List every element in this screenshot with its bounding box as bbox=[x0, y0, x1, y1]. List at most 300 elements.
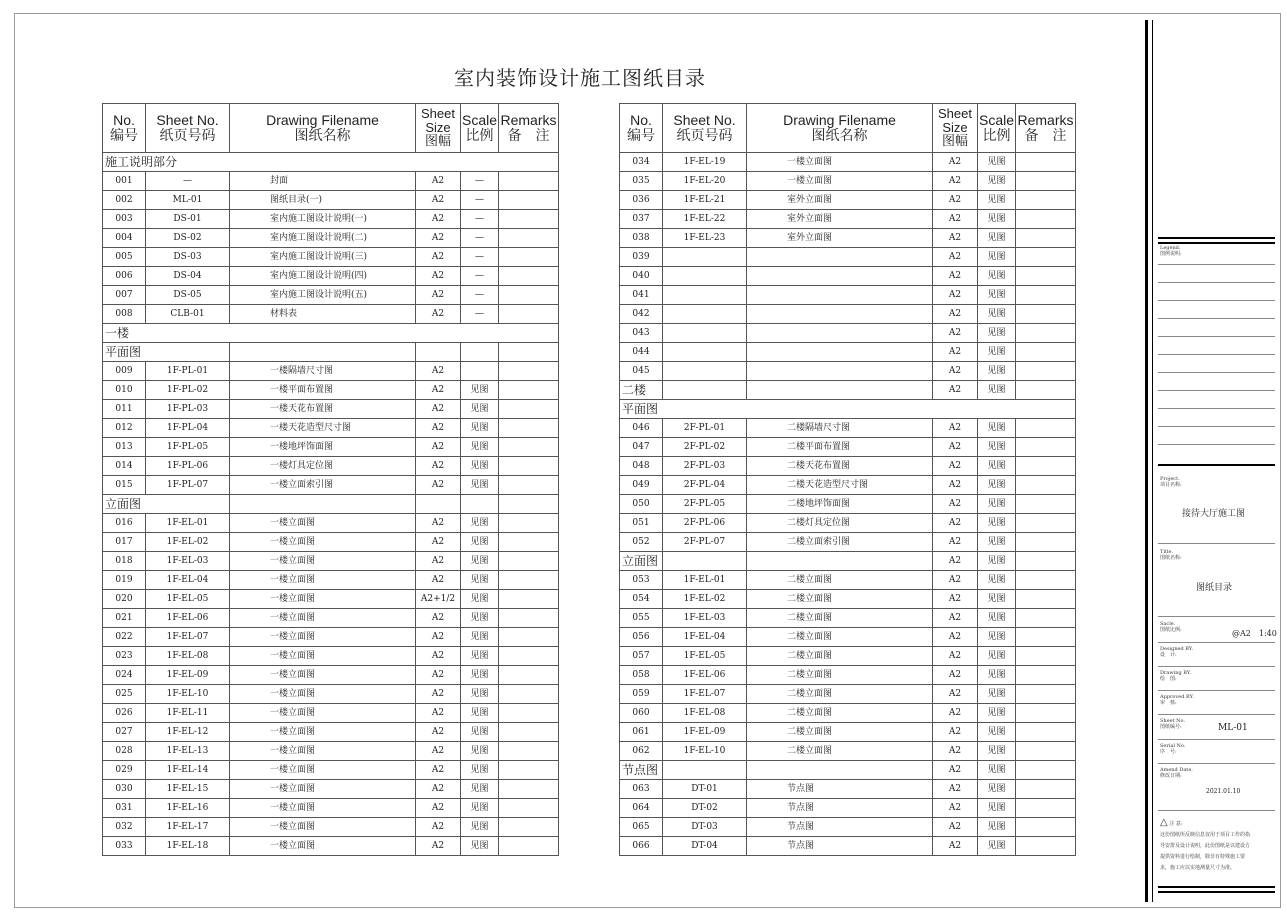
remarks-cell bbox=[1016, 552, 1076, 571]
section-row bbox=[103, 324, 559, 343]
filename-cell: 二楼立面图 bbox=[747, 685, 933, 704]
table-row bbox=[620, 248, 1076, 267]
sheet-size-cell: A2 bbox=[933, 476, 978, 495]
sheet-no-cell: DS-01 bbox=[146, 210, 230, 229]
no-cell: 011 bbox=[103, 400, 146, 419]
filename-cell: 一楼立面图 bbox=[230, 685, 416, 704]
scale-cell: 见图 bbox=[978, 419, 1016, 438]
remarks-cell bbox=[499, 229, 559, 248]
sheet-no-cell: 2F-PL-01 bbox=[663, 419, 747, 438]
filename-cell: 室内施工图设计说明(一) bbox=[230, 210, 416, 229]
remarks-cell bbox=[499, 609, 559, 628]
filename-cell: 一楼平面布置图 bbox=[230, 381, 416, 400]
table-row bbox=[620, 438, 1076, 457]
scale-cell: 见图 bbox=[978, 362, 1016, 381]
sheet-no-cell: 1F-PL-07 bbox=[146, 476, 230, 495]
no-cell: 035 bbox=[620, 172, 663, 191]
section-heading: 施工说明部分 bbox=[103, 153, 559, 172]
remarks-cell bbox=[1016, 248, 1076, 267]
no-cell: 055 bbox=[620, 609, 663, 628]
filename-cell: 一楼立面图 bbox=[230, 628, 416, 647]
empty-cell bbox=[230, 495, 416, 514]
remarks-cell bbox=[1016, 362, 1076, 381]
no-cell: 005 bbox=[103, 248, 146, 267]
filename-cell: 一楼立面图 bbox=[230, 514, 416, 533]
sheet-no-cell: 1F-EL-18 bbox=[146, 837, 230, 856]
page-title: 室内装饰设计施工图纸目录 bbox=[454, 66, 706, 90]
table-row bbox=[103, 419, 559, 438]
no-cell: 027 bbox=[103, 723, 146, 742]
sheet-no-cell: 1F-EL-10 bbox=[146, 685, 230, 704]
sheet-no-cell: 1F-PL-02 bbox=[146, 381, 230, 400]
no-cell: 038 bbox=[620, 229, 663, 248]
filename-cell bbox=[747, 305, 933, 324]
sheet-size-cell: A2 bbox=[416, 514, 461, 533]
sheet-size-cell: A2 bbox=[416, 552, 461, 571]
sheet-size-cell: A2 bbox=[416, 229, 461, 248]
sheet-size-cell: A2 bbox=[933, 837, 978, 856]
no-cell: 066 bbox=[620, 837, 663, 856]
table-row bbox=[103, 571, 559, 590]
sheet-no-cell: 1F-EL-10 bbox=[663, 742, 747, 761]
sheet-size-cell: A2 bbox=[933, 229, 978, 248]
sheet-no-cell: 2F-PL-04 bbox=[663, 476, 747, 495]
no-cell: 030 bbox=[103, 780, 146, 799]
sheet-size-cell: A2 bbox=[416, 476, 461, 495]
remarks-cell bbox=[1016, 343, 1076, 362]
designed-by-label: Designed BY. 设 计: bbox=[1160, 646, 1194, 658]
no-cell: 010 bbox=[103, 381, 146, 400]
col-header-scale: Scale 比例 bbox=[461, 104, 499, 153]
sheet-no-cell: 1F-PL-03 bbox=[146, 400, 230, 419]
scale-cell: — bbox=[461, 229, 499, 248]
scale-cell: 见图 bbox=[978, 571, 1016, 590]
remarks-cell bbox=[1016, 742, 1076, 761]
sheet-no-value: ML-01 bbox=[1218, 723, 1248, 733]
sheet-no-cell: DS-04 bbox=[146, 267, 230, 286]
remarks-cell bbox=[499, 552, 559, 571]
sheet-size-cell: A2 bbox=[416, 628, 461, 647]
table-row bbox=[103, 248, 559, 267]
remarks-cell bbox=[499, 457, 559, 476]
table-row bbox=[103, 172, 559, 191]
scale-cell: 见图 bbox=[978, 343, 1016, 362]
filename-cell: 一楼立面图 bbox=[747, 172, 933, 191]
sheet-size-cell: A2 bbox=[933, 704, 978, 723]
table-row bbox=[103, 761, 559, 780]
sheet-size-cell: A2 bbox=[416, 533, 461, 552]
table-row bbox=[103, 799, 559, 818]
no-cell: 013 bbox=[103, 438, 146, 457]
filename-cell: 二楼立面图 bbox=[747, 609, 933, 628]
sheet-size-cell: A2+1/2 bbox=[416, 590, 461, 609]
section-row bbox=[620, 400, 1076, 419]
remarks-cell bbox=[1016, 229, 1076, 248]
scale-cell: 见图 bbox=[978, 514, 1016, 533]
remarks-cell bbox=[499, 723, 559, 742]
filename-cell: 一楼立面图 bbox=[230, 609, 416, 628]
no-cell: 032 bbox=[103, 818, 146, 837]
table-row bbox=[620, 210, 1076, 229]
sheet-no-label: Sheet No. 图纸编号: bbox=[1160, 718, 1186, 730]
scale-cell: 见图 bbox=[461, 780, 499, 799]
remarks-cell bbox=[499, 704, 559, 723]
sheet-size-cell: A2 bbox=[933, 742, 978, 761]
remarks-cell bbox=[499, 476, 559, 495]
table-row bbox=[620, 381, 1076, 400]
filename-cell: 室外立面图 bbox=[747, 210, 933, 229]
sheet-size-cell: A2 bbox=[933, 438, 978, 457]
no-cell: 002 bbox=[103, 191, 146, 210]
remarks-cell bbox=[1016, 533, 1076, 552]
approved-by-label: Approved BY. 审 核: bbox=[1160, 694, 1194, 706]
section-heading: 立面图 bbox=[103, 495, 230, 514]
sheet-size-cell: A2 bbox=[933, 818, 978, 837]
table-row bbox=[103, 628, 559, 647]
remarks-cell bbox=[499, 400, 559, 419]
col-header-filename: Drawing Filename 图纸名称 bbox=[747, 104, 933, 153]
scale-cell: 见图 bbox=[461, 609, 499, 628]
section-heading: 平面图 bbox=[103, 343, 230, 362]
sheet-size-cell: A2 bbox=[416, 248, 461, 267]
remarks-cell bbox=[1016, 514, 1076, 533]
scale-cell: 见图 bbox=[461, 799, 499, 818]
sheet-size-cell: A2 bbox=[416, 571, 461, 590]
col-header-sheet-no: Sheet No. 纸页号码 bbox=[663, 104, 747, 153]
scale-cell: 见图 bbox=[978, 438, 1016, 457]
sheet-size-cell: A2 bbox=[933, 419, 978, 438]
table-row bbox=[620, 172, 1076, 191]
filename-cell: 二楼立面图 bbox=[747, 571, 933, 590]
table-row bbox=[620, 305, 1076, 324]
empty-cell bbox=[461, 343, 499, 362]
table-row bbox=[620, 723, 1076, 742]
no-cell: 014 bbox=[103, 457, 146, 476]
filename-cell: 一楼立面图 bbox=[230, 723, 416, 742]
remarks-cell bbox=[499, 210, 559, 229]
warning-triangle-icon: △ bbox=[1160, 817, 1168, 828]
sheet-size-cell: A2 bbox=[416, 685, 461, 704]
filename-cell: 室内施工图设计说明(二) bbox=[230, 229, 416, 248]
sheet-size-cell: A2 bbox=[416, 723, 461, 742]
scale-cell: 见图 bbox=[461, 419, 499, 438]
table-row bbox=[103, 647, 559, 666]
sheet-no-cell: 1F-EL-01 bbox=[663, 571, 747, 590]
sheet-size-cell: A2 bbox=[416, 818, 461, 837]
scale-cell: — bbox=[461, 305, 499, 324]
scale-cell: 见图 bbox=[978, 723, 1016, 742]
filename-cell bbox=[747, 362, 933, 381]
scale-cell: 见图 bbox=[461, 704, 499, 723]
sheet-size-cell: A2 bbox=[933, 647, 978, 666]
filename-cell: 一楼立面图 bbox=[747, 153, 933, 172]
table-row bbox=[103, 514, 559, 533]
sheet-no-cell: 2F-PL-06 bbox=[663, 514, 747, 533]
filename-cell: 室外立面图 bbox=[747, 229, 933, 248]
scale-cell: 见图 bbox=[978, 533, 1016, 552]
no-cell: 012 bbox=[103, 419, 146, 438]
remarks-cell bbox=[1016, 704, 1076, 723]
table-row bbox=[103, 742, 559, 761]
no-cell: 001 bbox=[103, 172, 146, 191]
sheet-no-cell: 1F-EL-09 bbox=[663, 723, 747, 742]
filename-cell: 二楼立面图 bbox=[747, 704, 933, 723]
sheet-no-cell bbox=[663, 286, 747, 305]
table-row bbox=[103, 305, 559, 324]
scale-label: Sacle. 图纸比例: bbox=[1160, 621, 1182, 633]
sheet-no-cell bbox=[663, 324, 747, 343]
legend-label: Legend. 图例说明: bbox=[1160, 245, 1182, 257]
no-cell: 047 bbox=[620, 438, 663, 457]
sheet-size-cell: A2 bbox=[933, 666, 978, 685]
sheet-no-cell: 1F-EL-11 bbox=[146, 704, 230, 723]
remarks-cell bbox=[499, 286, 559, 305]
scale-cell: 见图 bbox=[978, 761, 1016, 780]
table-row bbox=[620, 780, 1076, 799]
sheet-size-cell: A2 bbox=[416, 210, 461, 229]
scale-cell: 见图 bbox=[978, 609, 1016, 628]
filename-cell: 室内施工图设计说明(五) bbox=[230, 286, 416, 305]
sheet-size-cell: A2 bbox=[933, 381, 978, 400]
no-cell: 二楼 bbox=[620, 381, 663, 400]
sheet-no-cell: 2F-PL-05 bbox=[663, 495, 747, 514]
scale-value: @A2 1:40 bbox=[1232, 629, 1277, 638]
table-row bbox=[620, 533, 1076, 552]
filename-cell: 一楼立面图 bbox=[230, 647, 416, 666]
table-row bbox=[103, 818, 559, 837]
filename-cell: 一楼立面图 bbox=[230, 552, 416, 571]
sheet-no-cell: 1F-EL-07 bbox=[663, 685, 747, 704]
remarks-cell bbox=[1016, 210, 1076, 229]
sheet-size-cell: A2 bbox=[933, 191, 978, 210]
remarks-cell bbox=[499, 248, 559, 267]
sheet-no-cell bbox=[663, 305, 747, 324]
scale-cell: 见图 bbox=[978, 229, 1016, 248]
table-row bbox=[103, 552, 559, 571]
table-row bbox=[620, 647, 1076, 666]
col-header-remarks: Remarks 备 注 bbox=[499, 104, 559, 153]
filename-cell: 二楼立面图 bbox=[747, 590, 933, 609]
table-row bbox=[620, 818, 1076, 837]
section-row bbox=[103, 495, 559, 514]
filename-cell: 二楼立面图 bbox=[747, 647, 933, 666]
scale-cell: 见图 bbox=[978, 780, 1016, 799]
scale-cell: 见图 bbox=[978, 495, 1016, 514]
no-cell: 054 bbox=[620, 590, 663, 609]
sheet-no-cell: 1F-EL-06 bbox=[146, 609, 230, 628]
filename-cell bbox=[747, 324, 933, 343]
amend-date-label: Amend Date. 修改日期: bbox=[1160, 767, 1193, 779]
section-heading: 一楼 bbox=[103, 324, 559, 343]
remarks-cell bbox=[1016, 153, 1076, 172]
sheet-no-cell: — bbox=[146, 172, 230, 191]
filename-cell: 一楼立面图 bbox=[230, 837, 416, 856]
no-cell: 037 bbox=[620, 210, 663, 229]
filename-cell: 二楼隔墙尺寸图 bbox=[747, 419, 933, 438]
remarks-cell bbox=[1016, 495, 1076, 514]
table-row bbox=[620, 799, 1076, 818]
table-row bbox=[620, 837, 1076, 856]
sheet-size-cell: A2 bbox=[933, 172, 978, 191]
table-row bbox=[103, 704, 559, 723]
scale-cell: 见图 bbox=[978, 590, 1016, 609]
remarks-cell bbox=[499, 799, 559, 818]
filename-cell: 一楼地坪饰面图 bbox=[230, 438, 416, 457]
sheet-size-cell: A2 bbox=[933, 533, 978, 552]
scale-cell: 见图 bbox=[978, 286, 1016, 305]
sheet-no-cell: DT-02 bbox=[663, 799, 747, 818]
filename-cell: 二楼立面图 bbox=[747, 742, 933, 761]
scale-cell: 见图 bbox=[978, 267, 1016, 286]
no-cell: 025 bbox=[103, 685, 146, 704]
filename-cell: 二楼灯具定位图 bbox=[747, 514, 933, 533]
scale-cell: — bbox=[461, 267, 499, 286]
filename-cell: 一楼立面图 bbox=[230, 666, 416, 685]
sheet-no-cell: 1F-EL-06 bbox=[663, 666, 747, 685]
scale-cell: 见图 bbox=[461, 457, 499, 476]
sheet-size-cell: A2 bbox=[933, 324, 978, 343]
remarks-cell bbox=[1016, 609, 1076, 628]
sheet-no-cell: DT-04 bbox=[663, 837, 747, 856]
table-row bbox=[103, 685, 559, 704]
sheet-size-cell: A2 bbox=[933, 362, 978, 381]
no-cell: 004 bbox=[103, 229, 146, 248]
sheet-no-cell: 1F-EL-23 bbox=[663, 229, 747, 248]
table-row bbox=[620, 362, 1076, 381]
table-row bbox=[103, 438, 559, 457]
scale-cell bbox=[461, 362, 499, 381]
sheet-no-cell: 1F-PL-04 bbox=[146, 419, 230, 438]
table-row bbox=[103, 457, 559, 476]
no-cell: 034 bbox=[620, 153, 663, 172]
no-cell: 立面图 bbox=[620, 552, 663, 571]
no-cell: 059 bbox=[620, 685, 663, 704]
no-cell: 043 bbox=[620, 324, 663, 343]
sheet-size-cell: A2 bbox=[933, 780, 978, 799]
sheet-no-cell: DS-03 bbox=[146, 248, 230, 267]
scale-cell: 见图 bbox=[978, 248, 1016, 267]
remarks-cell bbox=[499, 533, 559, 552]
table-row bbox=[620, 324, 1076, 343]
table-row bbox=[620, 229, 1076, 248]
filename-cell: 一楼立面索引图 bbox=[230, 476, 416, 495]
scale-cell: 见图 bbox=[461, 723, 499, 742]
no-cell: 045 bbox=[620, 362, 663, 381]
empty-cell bbox=[416, 343, 461, 362]
no-cell: 044 bbox=[620, 343, 663, 362]
scale-cell: 见图 bbox=[978, 818, 1016, 837]
remarks-cell bbox=[499, 571, 559, 590]
drawing-by-label: Drawing BY. 绘 图: bbox=[1160, 670, 1192, 682]
remarks-cell bbox=[1016, 723, 1076, 742]
sheet-no-cell: 1F-EL-03 bbox=[146, 552, 230, 571]
sheet-no-cell: 1F-EL-12 bbox=[146, 723, 230, 742]
sheet-no-cell bbox=[663, 381, 747, 400]
filename-cell: 室内施工图设计说明(四) bbox=[230, 267, 416, 286]
sheet-size-cell: A2 bbox=[416, 837, 461, 856]
sheet-size-cell: A2 bbox=[933, 609, 978, 628]
sheet-size-cell: A2 bbox=[416, 305, 461, 324]
remarks-cell bbox=[1016, 305, 1076, 324]
scale-cell: 见图 bbox=[978, 476, 1016, 495]
filename-cell: 一楼立面图 bbox=[230, 799, 416, 818]
table-row bbox=[620, 267, 1076, 286]
table-row bbox=[620, 457, 1076, 476]
sheet-no-cell: ML-01 bbox=[146, 191, 230, 210]
table-row bbox=[103, 590, 559, 609]
title-block bbox=[1142, 20, 1279, 902]
filename-cell bbox=[747, 248, 933, 267]
sheet-size-cell: A2 bbox=[933, 457, 978, 476]
sheet-no-cell: 1F-EL-09 bbox=[146, 666, 230, 685]
sheet-size-cell: A2 bbox=[416, 742, 461, 761]
note-block: △ 注 意: 这份图纸所反映信息仅用于项目工作的指 导安排及设计说明，此份图纸是以建设方 提供资料进行绘制，除非有特殊施工要 求，施工应以实地测量尺寸为准。 bbox=[1160, 817, 1251, 871]
empty-cell bbox=[461, 495, 499, 514]
no-cell: 049 bbox=[620, 476, 663, 495]
no-cell: 节点图 bbox=[620, 761, 663, 780]
sheet-size-cell: A2 bbox=[416, 438, 461, 457]
sheet-size-cell: A2 bbox=[416, 362, 461, 381]
table-row bbox=[620, 495, 1076, 514]
filename-cell: 一楼立面图 bbox=[230, 533, 416, 552]
remarks-cell bbox=[499, 666, 559, 685]
table-row bbox=[103, 191, 559, 210]
sheet-size-cell: A2 bbox=[933, 267, 978, 286]
remarks-cell bbox=[1016, 324, 1076, 343]
table-row bbox=[620, 153, 1076, 172]
remarks-cell bbox=[1016, 438, 1076, 457]
no-cell: 031 bbox=[103, 799, 146, 818]
sheet-size-cell: A2 bbox=[416, 400, 461, 419]
scale-cell: 见图 bbox=[461, 571, 499, 590]
sheet-no-cell: 1F-EL-02 bbox=[663, 590, 747, 609]
remarks-cell bbox=[499, 514, 559, 533]
filename-cell: 二楼天花布置图 bbox=[747, 457, 933, 476]
remarks-cell bbox=[1016, 286, 1076, 305]
scale-cell: 见图 bbox=[978, 704, 1016, 723]
no-cell: 063 bbox=[620, 780, 663, 799]
remarks-cell bbox=[1016, 666, 1076, 685]
remarks-cell bbox=[499, 837, 559, 856]
sheet-size-cell: A2 bbox=[416, 381, 461, 400]
remarks-cell bbox=[1016, 799, 1076, 818]
sheet-size-cell: A2 bbox=[933, 514, 978, 533]
col-header-filename: Drawing Filename 图纸名称 bbox=[230, 104, 416, 153]
filename-cell bbox=[747, 381, 933, 400]
no-cell: 041 bbox=[620, 286, 663, 305]
table-row bbox=[103, 267, 559, 286]
remarks-cell bbox=[1016, 761, 1076, 780]
sheet-no-cell: 1F-PL-01 bbox=[146, 362, 230, 381]
scale-cell: 见图 bbox=[461, 837, 499, 856]
table-row bbox=[620, 419, 1076, 438]
sheet-size-cell: A2 bbox=[933, 571, 978, 590]
remarks-cell bbox=[499, 780, 559, 799]
scale-cell: 见图 bbox=[978, 742, 1016, 761]
sheet-no-cell: 1F-EL-19 bbox=[663, 153, 747, 172]
sheet-no-cell: DT-01 bbox=[663, 780, 747, 799]
section-row bbox=[103, 153, 559, 172]
table-row bbox=[103, 400, 559, 419]
no-cell: 029 bbox=[103, 761, 146, 780]
no-cell: 039 bbox=[620, 248, 663, 267]
sheet-no-cell bbox=[663, 248, 747, 267]
remarks-cell bbox=[1016, 647, 1076, 666]
remarks-cell bbox=[499, 438, 559, 457]
empty-cell bbox=[499, 495, 559, 514]
scale-cell: 见图 bbox=[978, 305, 1016, 324]
scale-cell: 见图 bbox=[978, 172, 1016, 191]
